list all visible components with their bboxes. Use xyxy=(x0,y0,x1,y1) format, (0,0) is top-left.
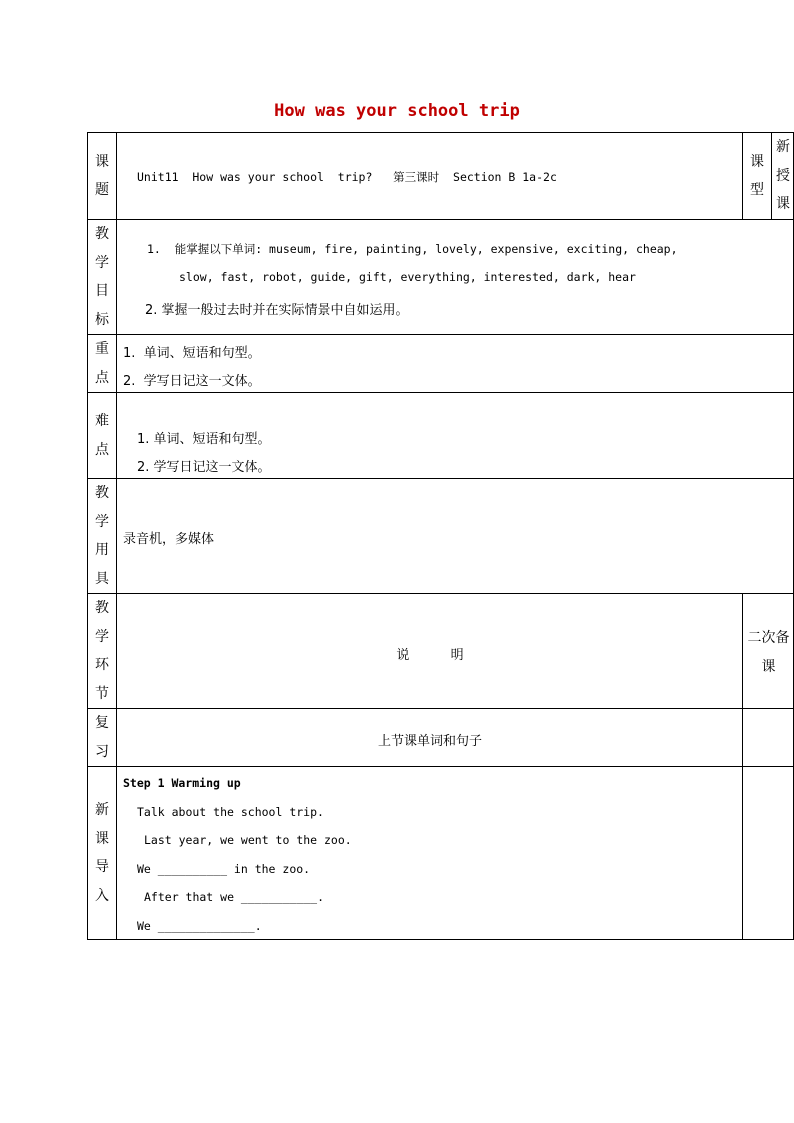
process-center-cell xyxy=(116,593,742,708)
process-side-line: 课 xyxy=(761,658,776,675)
difficulties-content-cell xyxy=(116,392,794,478)
intro-content-cell xyxy=(116,766,742,939)
difficulties-item1: 1. 单词、短语和句型。 xyxy=(137,432,271,447)
course-type-value-char: 授 xyxy=(776,167,790,184)
tools-label-char: 学 xyxy=(95,513,109,530)
process-side-line: 二次备 xyxy=(747,630,790,646)
tools-label-char: 具 xyxy=(95,570,109,587)
document-title: How was your school trip xyxy=(274,101,520,121)
course-content-cell xyxy=(116,132,742,219)
keypoints-label-char: 重 xyxy=(95,341,109,357)
keypoints-item2: 2. 学写日记这一文体。 xyxy=(123,374,261,389)
tools-content: 录音机，多媒体 xyxy=(123,532,215,547)
course-label-char: 题 xyxy=(95,182,109,198)
course-type-label-cell xyxy=(742,132,771,219)
intro-label-char: 课 xyxy=(95,830,109,847)
intro-line: Last year, we went to the zoo. xyxy=(144,833,352,847)
objectives-content-cell xyxy=(116,219,794,334)
course-type-value-cell xyxy=(771,132,794,219)
review-label-char: 习 xyxy=(95,743,109,760)
review-content-cell xyxy=(116,708,742,766)
course-type-value-char: 课 xyxy=(776,196,790,213)
intro-label-char: 新 xyxy=(95,802,109,818)
keypoints-label-cell xyxy=(87,334,116,392)
process-label-char: 教 xyxy=(95,600,109,616)
tools-content-cell xyxy=(116,478,794,593)
process-side-cell xyxy=(742,593,794,708)
course-type-label-char: 课 xyxy=(750,153,764,170)
course-label-char: 课 xyxy=(95,153,109,170)
intro-line: Talk about the school trip. xyxy=(137,805,324,819)
objectives-item1-line1: 1. 能掌握以下单词: museum, fire, painting, lovely, expensive, exciting, cheap, xyxy=(147,242,678,256)
review-content: 上节课单词和句子 xyxy=(377,734,482,749)
intro-line: After that we ___________. xyxy=(144,890,325,904)
objectives-label-char: 学 xyxy=(95,254,109,271)
review-side-cell xyxy=(742,708,794,766)
intro-label-char: 入 xyxy=(95,887,109,904)
process-label-char: 节 xyxy=(95,685,109,702)
keypoints-item1: 1. 单词、短语和句型。 xyxy=(123,346,261,361)
course-label-cell xyxy=(87,132,116,219)
table-bottom-border xyxy=(87,939,794,940)
intro-step-heading: Step 1 Warming up xyxy=(123,776,241,790)
process-label-char: 学 xyxy=(95,628,109,645)
intro-side-cell xyxy=(742,766,794,939)
course-type-label-char: 型 xyxy=(750,182,764,198)
intro-label-char: 导 xyxy=(95,859,109,875)
objectives-item2: 2. 掌握一般过去时并在实际情景中自如运用。 xyxy=(145,303,409,318)
process-label-char: 环 xyxy=(95,657,109,673)
course-type-value-char: 新 xyxy=(776,139,790,156)
objectives-label-char: 标 xyxy=(95,311,109,328)
objectives-item1-line2: slow, fast, robot, guide, gift, everything, interested, dark, hear xyxy=(179,270,636,284)
objectives-label-char: 教 xyxy=(95,226,109,242)
difficulties-label-char: 难 xyxy=(95,413,109,429)
review-label-char: 复 xyxy=(95,715,109,731)
intro-line: We __________ in the zoo. xyxy=(137,862,311,876)
review-label-cell xyxy=(87,708,116,766)
difficulties-label-char: 点 xyxy=(95,441,109,458)
process-center-text: 说 明 xyxy=(396,648,464,663)
difficulties-item2: 2. 学写日记这一文体。 xyxy=(137,460,271,475)
objectives-label-cell xyxy=(87,219,116,334)
difficulties-label-cell xyxy=(87,392,116,478)
intro-line: We ______________. xyxy=(137,919,262,933)
course-title-text: Unit11 How was your school trip? 第三课时 Section B 1a-2c xyxy=(137,170,557,184)
process-label-cell xyxy=(87,593,116,708)
tools-label-char: 教 xyxy=(95,485,109,501)
tools-label-char: 用 xyxy=(95,542,109,558)
intro-label-cell xyxy=(87,766,116,939)
tools-label-cell xyxy=(87,478,116,593)
objectives-label-char: 目 xyxy=(95,283,109,299)
keypoints-label-char: 点 xyxy=(95,369,109,386)
keypoints-content-cell xyxy=(116,334,794,392)
